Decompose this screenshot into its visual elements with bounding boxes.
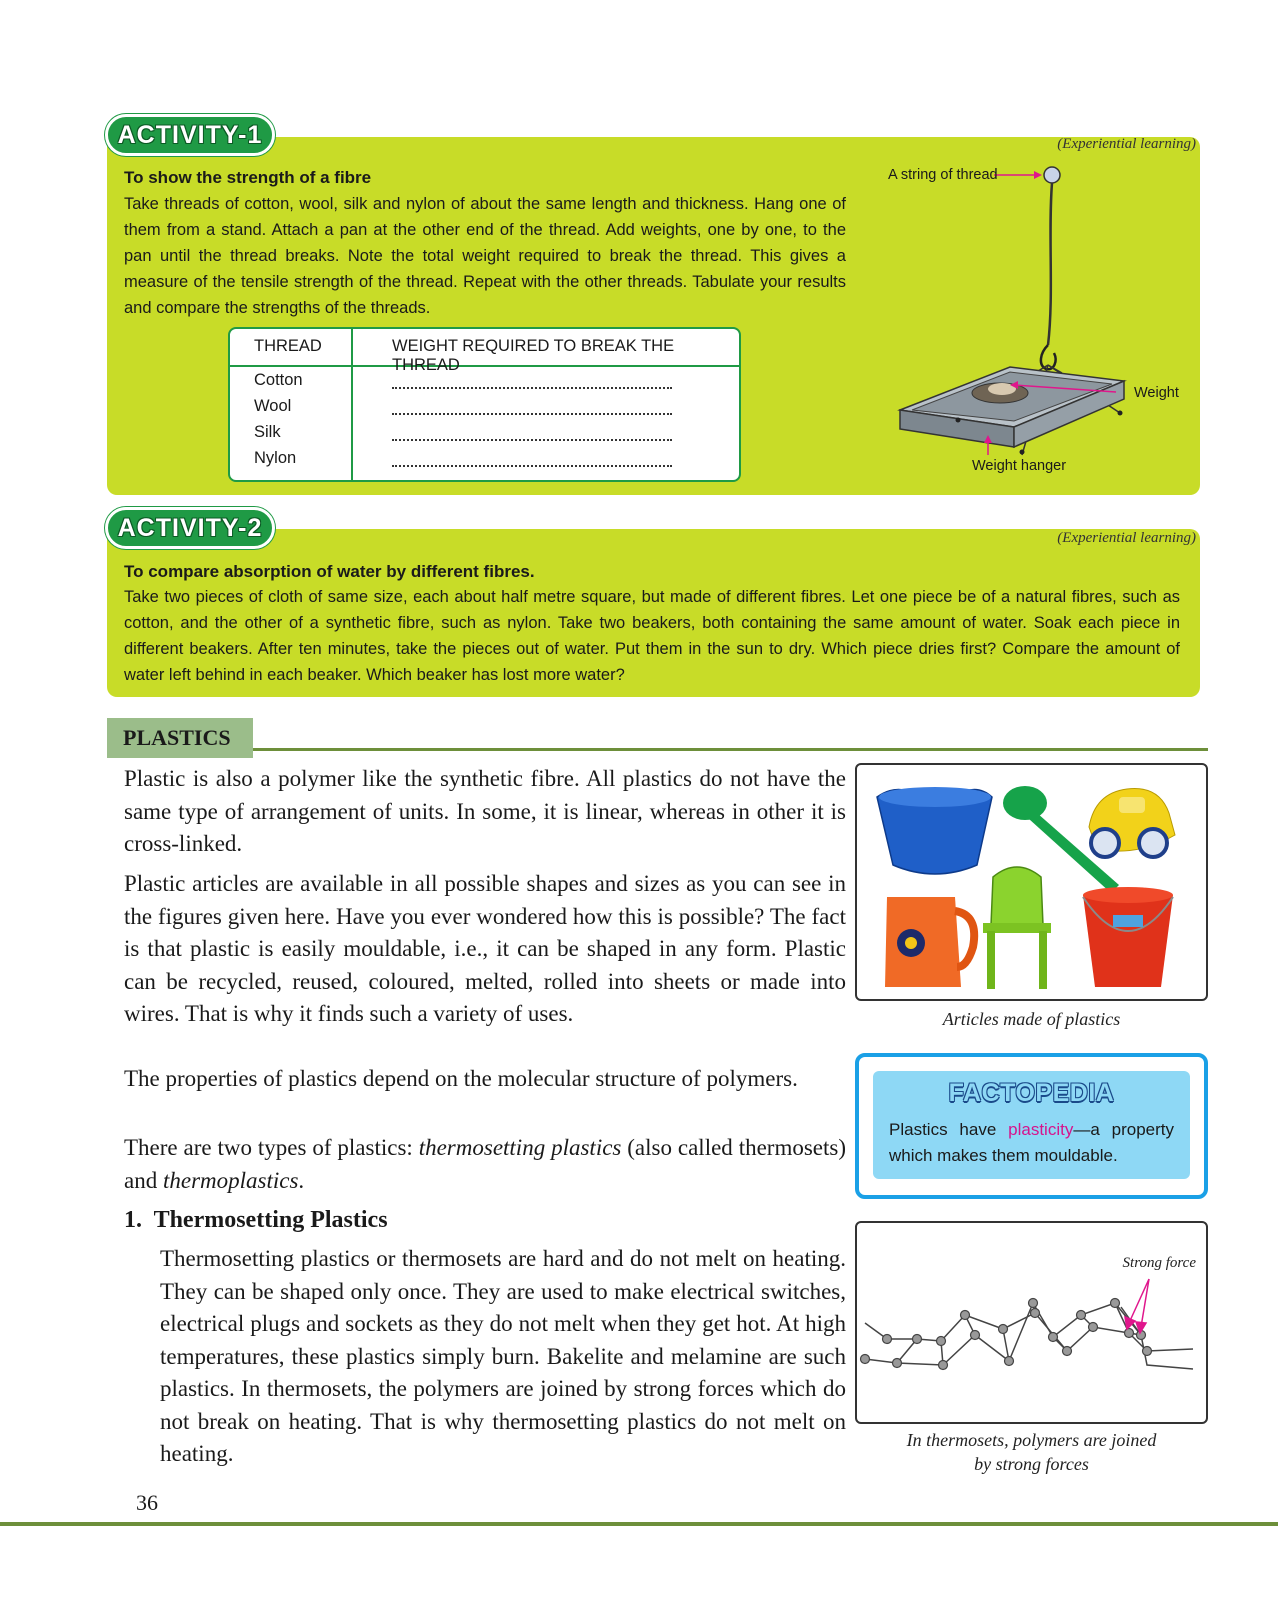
activity-1-tag: (Experiential learning) — [1057, 136, 1196, 152]
factopedia-text-end: —a property which makes them mouldable. — [889, 1120, 1174, 1165]
thermoset-caption-line-2: by strong forces — [974, 1454, 1089, 1474]
thermoset-caption-line-1: In thermosets, polymers are joined — [906, 1430, 1157, 1450]
types-intro: There are two types of plastics: — [124, 1135, 419, 1160]
plastics-paragraph-1: Plastic is also a polymer like the synthetic fibre. All plastics do not have the same type of arrangement of units. In some, it is linear, whereas in other it is cross-linked. — [124, 766, 846, 856]
plastics-paragraph-4 — [124, 1132, 846, 1197]
footer-rule — [0, 1522, 1278, 1526]
strength-table — [228, 327, 741, 482]
term-thermoplastics: thermoplastics — [162, 1167, 299, 1193]
activity-1-title: To show the strength of a fibre — [124, 168, 372, 187]
activity-1-body: Take threads of cotton, wool, silk and nylon of about the same length and thickness. Hang one of them from a stand. Attach a pan at the other end of the thread. Add weights, one by one, to the pan until the thread breaks. Note the total weight required to break the thread. This gives a measure of the tensile strength of the thread. Repeat with the other threads. Tabulate your results and compare the strengths of the threads. — [124, 195, 846, 317]
factopedia-panel — [873, 1071, 1190, 1179]
weight-hanger-illustration — [890, 155, 1200, 485]
table-row-nylon: Nylon — [254, 449, 297, 467]
types-end: . — [298, 1167, 305, 1193]
page-number: 36 — [136, 1490, 158, 1515]
thermoset-structure-figure — [855, 1221, 1208, 1424]
table-divider-vertical — [351, 329, 353, 480]
articles-caption: Articles made of plastics — [942, 1009, 1121, 1029]
table-blank-nylon — [392, 465, 672, 467]
table-blank-cotton — [392, 387, 672, 389]
thermosetting-heading: 1. Thermosetting Plastics — [124, 1207, 388, 1233]
thermosetting-paragraph: Thermosetting plastics or thermosets are hard and do not melt on heating. They can be shaped only once. They are used to make electrical switches, electrical plugs and sockets as they do not melt when they get hot. At high temperatures, these plastics simply burn. Bakelite and melamine are such plastics. In thermosets, the polymers are joined by strong forces which do not break on heating. That is why thermosetting plastics do not melt on heating. — [160, 1246, 846, 1466]
factopedia-box — [855, 1053, 1208, 1199]
section-rule — [107, 748, 1208, 751]
plastics-paragraph-2: Plastic articles are available in all possible shapes and sizes as you can see in the figures given here. Have you ever wondered how this is possible? The fact is that plastic is easily mouldable, i.e., it can be shaped in any form. Plastic can be recycled, reused, coloured, melted, rolled into sheets or made into wires. That is why it finds such a variety of uses. — [124, 871, 846, 1026]
table-header-weight: WEIGHT REQUIRED TO BREAK THE THREAD — [392, 337, 675, 374]
plastic-articles-illustration — [857, 765, 1206, 999]
activity-2-title: To compare absorption of water by different fibres. — [124, 562, 535, 581]
activity-2-badge: ACTIVITY-2 — [105, 507, 275, 549]
plastics-heading: PLASTICS — [107, 718, 253, 758]
table-blank-wool — [392, 413, 672, 415]
label-weight-hanger: Weight hanger — [972, 458, 1067, 474]
table-row-silk: Silk — [254, 423, 281, 441]
factopedia-text-start: Plastics have — [889, 1120, 1009, 1139]
factopedia-title: FACTOPEDIA — [948, 1079, 1115, 1107]
factopedia-keyword: plasticity — [1008, 1120, 1074, 1139]
table-header-thread: THREAD — [254, 337, 322, 355]
cross-linked-polymer-diagram — [857, 1223, 1206, 1422]
strong-force-label: Strong force — [1122, 1255, 1196, 1271]
table-row-wool: Wool — [254, 397, 292, 415]
factopedia-text — [889, 1117, 1174, 1169]
types-middle: (also called thermosets) and — [124, 1135, 846, 1193]
table-row-cotton: Cotton — [254, 371, 303, 389]
activity-2-tag: (Experiential learning) — [1057, 530, 1196, 546]
label-string-of-thread: A string of thread — [888, 167, 998, 183]
activity-1-badge: ACTIVITY-1 — [105, 114, 275, 156]
term-thermosetting: thermosetting plastics — [418, 1135, 622, 1160]
plastics-paragraph-3: The properties of plastics depend on the molecular structure of polymers. — [124, 1066, 798, 1091]
plastic-articles-figure — [855, 763, 1208, 1001]
activity-2-body: Take two pieces of cloth of same size, each about half metre square, but made of different fibres. Let one piece be of a natural fibres, such as cotton, and the other of a synthetic fibre, such as nylon. Take two beakers, both containing the same amount of water. Soak each piece in different beakers. After ten minutes, take the pieces out of water. Put them in the sun to dry. Which piece dries first? Compare the amount of water left behind in each beaker. Which beaker has lost more water? — [124, 588, 1180, 684]
table-blank-silk — [392, 439, 672, 441]
label-weight: Weight — [1134, 385, 1179, 401]
